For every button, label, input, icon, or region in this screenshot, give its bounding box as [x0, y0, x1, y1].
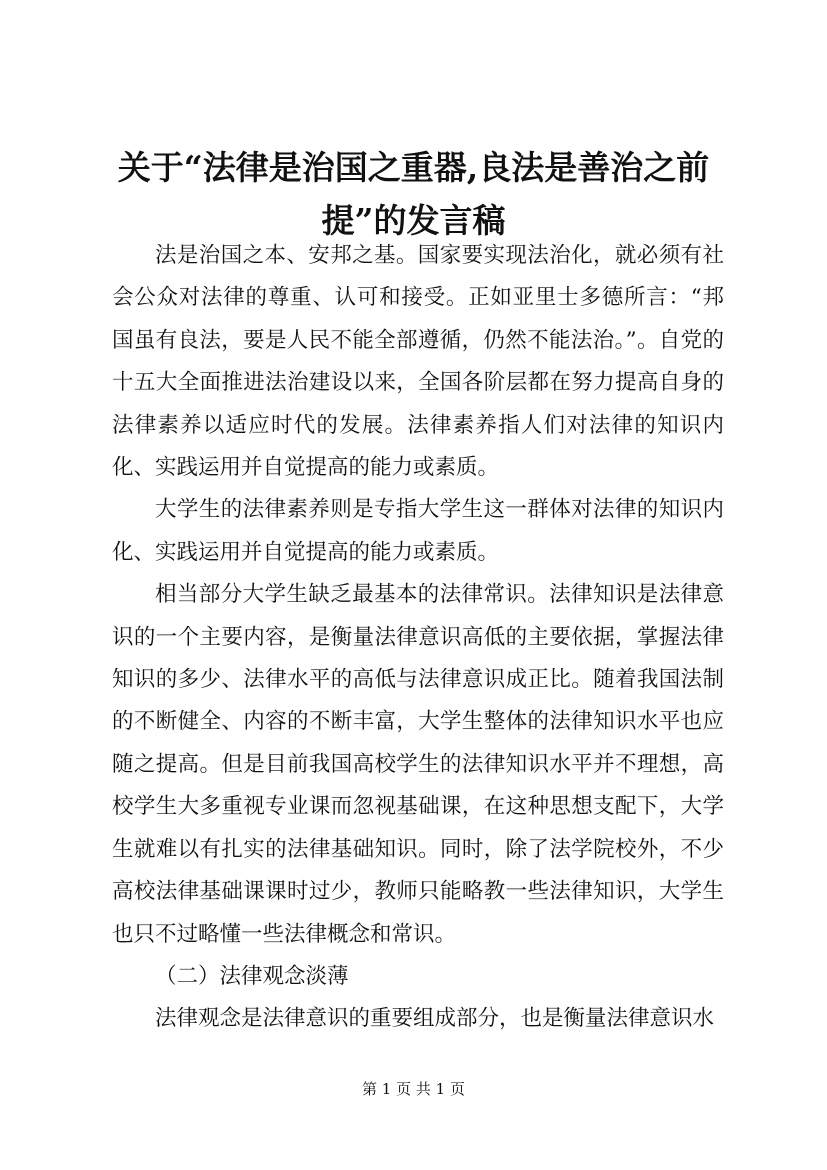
body-paragraph: 相当部分大学生缺乏最基本的法律常识。法律知识是法律意识的一个主要内容，是衡量法律意识高低的主要依据，掌握法律知识的多少、法律水平的高低与法律意识成正比。随着我国法制的不断健全、内容的不断丰富，大学生整体的法律知识水平也应随之提高。但是目前我国高校学生的法律知识水平并不理想，高校学生大多重视专业课而忽视基础课，在这种思想支配下，大学生就难以有扎实的法律基础知识。同时，除了法学院校外，不少高校法律基础课课时过少，教师只能略教一些法律知识，大学生也只不过略懂一些法律概念和常识。	[112, 582, 724, 947]
document-title: 关于“法律是治国之重器,良法是善治之前提”的发言稿	[117, 148, 710, 240]
body-paragraph: 法是治国之本、安邦之基。国家要实现法治化，就必须有社会公众对法律的尊重、认可和接受。正如亚里士多德所言：“邦国虽有良法，要是人民不能全部遵循，仍然不能法治。”。自党的十五大全面推进法治建设以来，全国各阶层都在努力提高自身的法律素养以适应时代的发展。法律素养指人们对法律的知识内化、实践运用并自觉提高的能力或素质。	[112, 243, 724, 481]
body-paragraph-truncated: 法律观念是法律意识的重要组成部分，也是衡量法律意识水	[155, 1006, 715, 1032]
body-paragraph: 大学生的法律素养则是专指大学生这一群体对法律的知识内化、实践运用并自觉提高的能力或素质。	[112, 497, 724, 565]
page-footer: 第 1 页 共 1 页	[362, 1080, 465, 1098]
section-subheading: （二）法律观念淡薄	[155, 963, 349, 989]
document-body	[112, 235, 724, 1041]
